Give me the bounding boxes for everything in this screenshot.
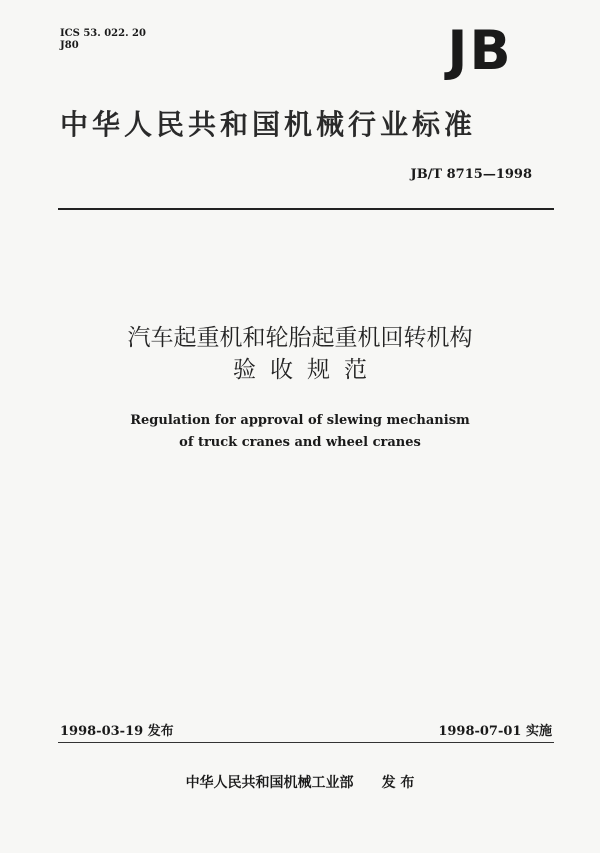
issue-date: 1998-03-19 发布 (60, 724, 174, 739)
english-title (0, 410, 600, 454)
effective-date: 1998-07-01 实施 (438, 724, 552, 739)
chinese-title (0, 322, 600, 386)
organization-title: 中华人民共和国机械行业标准 (60, 108, 477, 141)
publisher-line (0, 772, 600, 792)
jb-logo: JB (447, 19, 513, 82)
publisher-name: 中华人民共和国机械工业部 (185, 775, 354, 791)
ccs-code: J80 (60, 40, 79, 51)
chinese-title-line-1: 汽车起重机和轮胎起重机回转机构 (127, 325, 473, 351)
standard-number: JB/T 8715—1998 (410, 167, 532, 182)
header-divider (58, 208, 554, 210)
english-title-line-1: Regulation for approval of slewing mechanism (130, 413, 470, 428)
classification-codes (60, 28, 146, 52)
publisher-action: 发 布 (381, 775, 415, 791)
chinese-title-line-2: 验收规范 (233, 357, 381, 383)
ics-code: ICS 53. 022. 20 (60, 28, 146, 39)
footer-divider (58, 742, 554, 743)
english-title-line-2: of truck cranes and wheel cranes (179, 435, 421, 450)
